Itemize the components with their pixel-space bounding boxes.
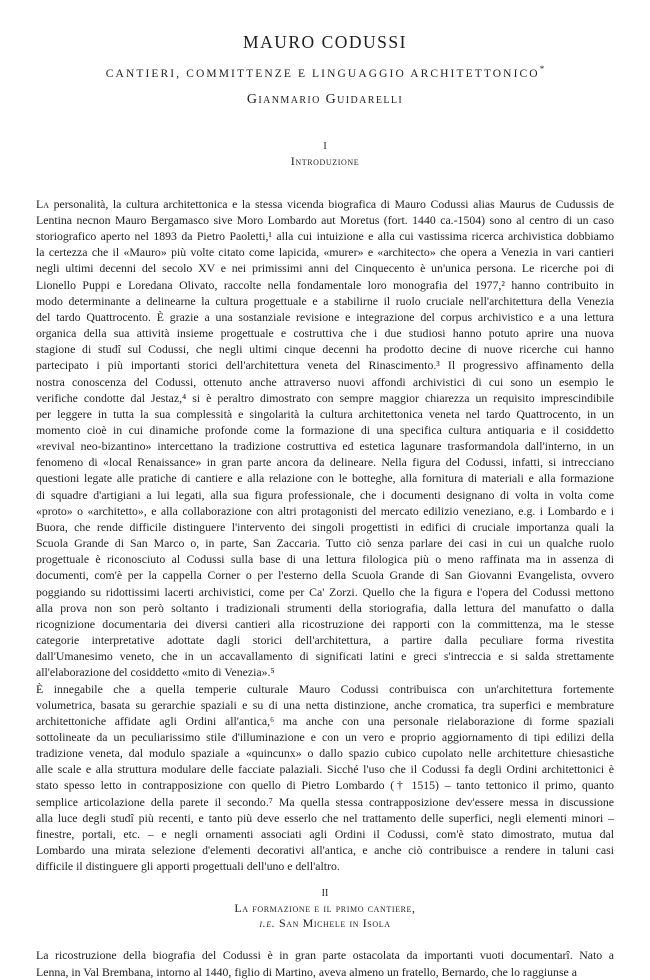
line-text: semplice articolazione della parete il secondo.⁷ Ma quella stessa contrapposizione dev'essere messa in discussione: [36, 794, 614, 809]
text-line: [36, 503, 614, 519]
text-line: [36, 374, 614, 390]
line-text: documenti, com'è per la cappella Corner o per l'esterno della Scuola Grande di San Giovanni Evangelista, ovvero: [36, 568, 614, 583]
line-text: categorie interpretative adottate dagli storici dell'architettura, a partire dalla peculiare forma rivestita: [36, 633, 614, 648]
line-text: «proto» o «architetto», e alla collaborazione con altri protagonisti del mercato edilizio veneziano, e.g. i Lombardo e i: [36, 503, 614, 518]
line-text: dall'Umanesimo veneto, che in un accavallamento di significati latini e greci s'intreccia e si salda strettamente: [36, 649, 614, 664]
line-text: architettoniche affidate agli Ordini all'antica,⁶ ma anche con una personale rielaborazione di forme spaziali: [36, 713, 614, 728]
line-text: tradizione veneta, dal modulo spaziale a «quincunx» o dallo spazio cubico cupolato nelle architetture chiesastiche: [36, 746, 614, 761]
text-line: [36, 745, 614, 761]
line-text: la certezza che il «Mauro» più volte citato come lapicida, «murer» e «architecto» che opera a Venezia in vari cantieri: [36, 245, 614, 260]
line-text: È innegabile che a quella temperie culturale Mauro Codussi contribuisca con un'architettura fortemente: [36, 681, 614, 696]
text-line: [36, 584, 614, 600]
text-line: [36, 470, 614, 486]
text-line: [36, 697, 614, 713]
text-line: [36, 244, 614, 260]
text-line: [36, 309, 614, 325]
line-text: progettuale è riconosciuto al Codussi sulla base di una lettura filologica più o meno raffinata ma in assenza di: [36, 552, 614, 567]
line-text: verifiche condotte dal Jestaz,⁴ si è peraltro dimostrato con sempre maggior chiarezza un requisito imprescindibile: [36, 390, 614, 405]
line-text: personalità, la cultura architettonica e la stessa vicenda biografica di Mauro Codussi alias Maurus de Cudussis de: [53, 196, 614, 211]
text-line: [36, 406, 614, 422]
text-line: [36, 947, 614, 963]
text-line: [36, 794, 614, 810]
text-line: [36, 842, 614, 858]
text-line: [36, 196, 614, 212]
page: [36, 0, 614, 980]
text-line: [36, 761, 614, 777]
text-line: [36, 858, 614, 874]
line-text: per leggere in tutta la sua complessità e singolarità la cultura architettonica veneta nel tardo Quattrocento, in un: [36, 406, 614, 421]
line-text: storiografico aperto nel 1893 da Pietro Paoletti,¹ alla cui intuizione e alla cui vastissima ricerca archivistica dobbiamo: [36, 229, 614, 244]
line-text: sottolineate da un peculiarissimo stile d'illuminazione e con un vero e proprio aggiornamento di tipi edilizi della: [36, 729, 614, 744]
text-line: [36, 681, 614, 697]
text-line: [36, 438, 614, 454]
line-text: stato spesso letto in contrapposizione con quello di Pietro Lombardo († 1515) – tanto tettonico il primo, quanto: [36, 778, 614, 793]
text-line: [36, 487, 614, 503]
line-text: Scuola Grande di San Marco o, in parte, San Zaccaria. Tutto ciò senza parlare dei casi in cui un qualche ruolo: [36, 536, 614, 551]
subtitle-text: CANTIERI, COMMITTENZE E LINGUAGGIO ARCHITETTONICO: [105, 67, 540, 80]
line-text: «revival neo-bizantino» intercettano la tradizione costruttiva ed estetica lagunare trasformandola dall'interno, in un: [36, 439, 614, 454]
section-2-number: II: [321, 888, 329, 900]
line-text: modo determinante a delinearne la cultura progettuale e a stabilirne il ruolo cruciale nell'architettura della Venezia: [36, 293, 614, 308]
text-line: [36, 826, 614, 842]
text-line: [36, 632, 614, 648]
line-text: volumetrica, basata su gerarchie spaziali e su di una netta distinzione, anche cromatica, tra superfici e membrature: [36, 697, 614, 712]
text-line: [36, 341, 614, 357]
line-text: difficile il distinguere gli apporti progettuali dell'uno e dell'altro.: [36, 859, 340, 874]
text-line: [36, 551, 614, 567]
line-text: nostra conoscenza del Codussi, ottenuto anche attraverso nuovi affondi archivistici di cui sono un esempio le: [36, 374, 614, 389]
text-line: [36, 648, 614, 664]
line-text: del tardo Quattrocento. È grazie a una sostanziale revisione e integrazione del corpus archivistico e a una lettura: [36, 309, 614, 324]
text-line: [36, 228, 614, 244]
line-text: questioni legate alle pratiche di cantiere e alla relazione con le botteghe, alla fornitura di materiali e alla formazione: [36, 471, 614, 486]
text-line: [36, 454, 614, 470]
text-line: [36, 519, 614, 535]
section-2-ie: i.e.: [259, 916, 276, 931]
text-line: [36, 277, 614, 293]
line-text: organica della sua attività insieme progettuale e costruttiva che i due studiosi hanno potuto aprire una nuova: [36, 326, 614, 341]
text-line: [36, 422, 614, 438]
line-text: alle scale e alla struttura modulare delle facciate palaziali. Sicché l'uso che il Codussi fa degli Ordini architettonici è: [36, 762, 614, 777]
line-text: partecipato i più importanti storici dell'architettura veneta del Rinascimento.³ Il progressivo affinamento della: [36, 358, 614, 373]
line-text: ricognizione documentaria dei diversi cantieri alla ricostruzione dei rapporti con la committenza, ma le stesse: [36, 616, 614, 631]
text-line: [36, 777, 614, 793]
text-line: [36, 713, 614, 729]
line-text: stagione di studî sul Codussi, che negli ultimi cinque decenni ha prodotto decine di nuove ricerche cui hanno: [36, 342, 614, 357]
line-text: Buora, che rende difficile distinguere l'intervento dei singoli progettisti in edifici di cruciale importanza quali la: [36, 519, 614, 534]
line-text: La ricostruzione della biografia del Codussi è in gran parte ostacolata da importanti vuoti documentarî. Nato a: [36, 948, 614, 963]
line-text: negli ultimi decenni del secolo XV e nei primissimi anni del Cinquecento è un'unica persona. Le ricerche poi di: [36, 261, 614, 276]
line-text: Lombardo una mirata selezione d'elementi decorativi all'antica, e anche ciò contribuisce a rendere in taluni casi: [36, 843, 614, 858]
text-line: [36, 535, 614, 551]
line-text: Lentina necnon Mauro Bergamasco sive Moro Lombardo aut Moretus (fort. 1440 ca.-1504) sono al centro di un caso: [36, 212, 614, 227]
article-subtitle: [36, 64, 614, 80]
line-text: alla prova non son però soltanto i tradizionali strumenti della storiografia, dalla lettura del manufatto o dalla: [36, 600, 614, 615]
section-1-number: I: [323, 140, 327, 152]
section-1-paragraph-1: [36, 196, 614, 681]
section-2-title-line-1: La formazione e il primo cantiere,: [234, 901, 416, 916]
text-line: [36, 357, 614, 373]
text-line: [36, 212, 614, 228]
text-line: [36, 810, 614, 826]
author-name: Gianmario Guidarelli: [246, 91, 404, 107]
line-text: Lionello Puppi e Loredana Olivato, raccolte nella fondamentale loro monografia del 1977,² hanno contribuito in: [36, 277, 614, 292]
line-text: all'elaborazione del cosiddetto «mito di Venezia».⁵: [36, 665, 275, 680]
line-text: di squadre d'artigiani a lui legati, alla sua figura professionale, che i documenti designano di volta in volta come: [36, 487, 614, 502]
text-line: [36, 325, 614, 341]
text-line: [36, 729, 614, 745]
section-2-paragraph-1: [36, 947, 614, 979]
line-text: poggiando su ridottissimi lacerti archivistici, come per Ca' Zorzi. Quello che la figura e l'opera del Codussi mettono: [36, 584, 614, 599]
line-text: momento cioè in cui dinamiche profonde come la formazione di una specifica cultura antiquaria e il cosiddetto: [36, 423, 614, 438]
line-text: fenomeno di «local Renaissance» in gran parte ancora da delineare. Nella figura del Codussi, infatti, si intrecciano: [36, 455, 614, 470]
text-line: [36, 964, 614, 980]
section-2-subtitle: San Michele in Isola: [278, 916, 391, 931]
line-text: alla luce degli studî più recenti, e tanto più deve esserlo che nel trattamento delle superfici, negli elementi minori –: [36, 810, 614, 825]
paragraph-lead: La: [36, 196, 49, 211]
text-line: [36, 600, 614, 616]
line-text: finestre, portali, etc. – e negli ornamenti associati agli Ordini il Codussi, com'è stato dimostrato, mutua dal: [36, 826, 614, 841]
article-title: MAURO CODUSSI: [243, 32, 407, 52]
text-line: [36, 567, 614, 583]
text-line: [36, 664, 614, 680]
section-2-title: [36, 901, 614, 931]
text-line: [36, 293, 614, 309]
text-line: [36, 390, 614, 406]
line-text: Lenna, in Val Brembana, intorno al 1440, figlio di Martino, aveva almeno un fratello, Bernardo, che lo raggiunse a: [36, 964, 577, 979]
text-line: [36, 616, 614, 632]
subtitle-footnote-mark: *: [539, 64, 545, 74]
section-1-paragraph-2: [36, 681, 614, 875]
text-line: [36, 260, 614, 276]
section-1-title: Introduzione: [290, 153, 360, 168]
